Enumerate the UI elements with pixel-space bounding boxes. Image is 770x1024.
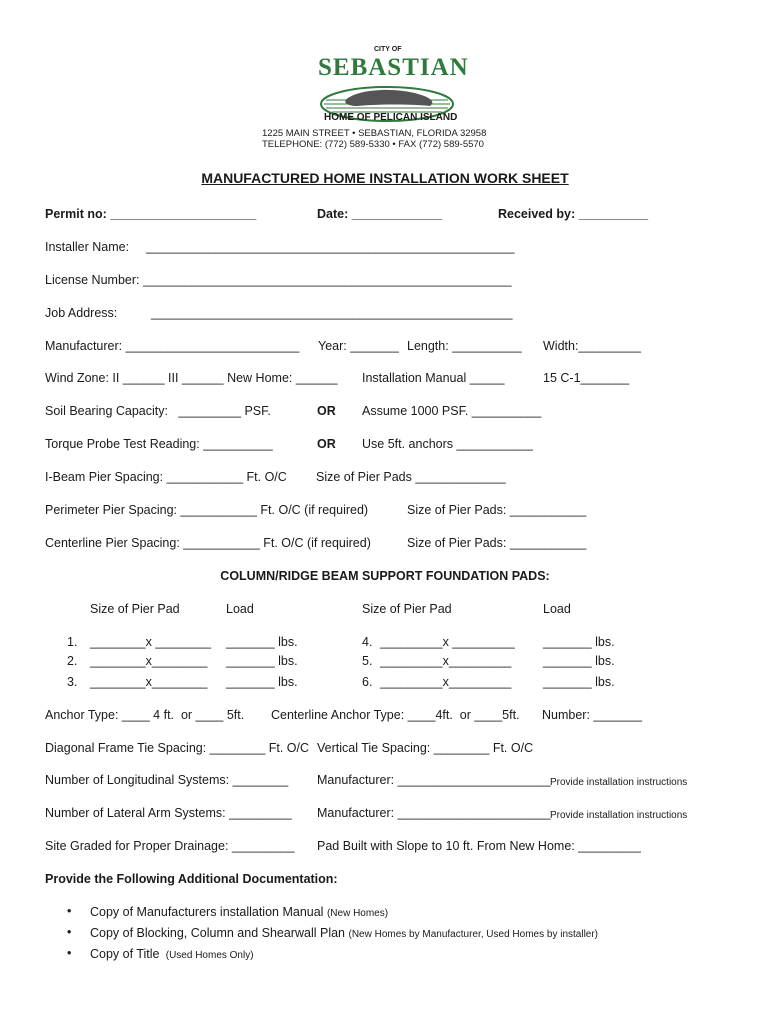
site-graded-field[interactable]: Site Graded for Proper Drainage: _________ <box>45 839 295 853</box>
page-title: MANUFACTURED HOME INSTALLATION WORK SHEET <box>201 170 569 186</box>
pad-slope-field[interactable]: Pad Built with Slope to 10 ft. From New Home: _________ <box>317 839 641 853</box>
doc-item <box>90 926 598 942</box>
bullet-icon: • <box>67 925 72 939</box>
ibeam-spacing-field[interactable]: I-Beam Pier Spacing: ___________ Ft. O/C <box>45 470 287 484</box>
five-ft-anchors-field[interactable]: Use 5ft. anchors ___________ <box>362 437 533 451</box>
doc-item-text: Copy of Blocking, Column and Shearwall Plan <box>90 926 345 940</box>
pad-size-field[interactable]: ________x ________ <box>90 635 211 649</box>
pad-row-number: 1. <box>67 635 78 649</box>
logo-city-text: CITY OF <box>374 46 402 53</box>
job-address-field[interactable]: ____________________________________________________ <box>151 306 513 320</box>
pad-load-field[interactable]: _______ lbs. <box>543 675 615 689</box>
pad-row-number: 4. <box>362 635 373 649</box>
year-field[interactable]: Year: _______ <box>318 339 399 353</box>
pad-row-number: 2. <box>67 654 78 668</box>
license-number-field[interactable]: License Number: _____________________________________________________ <box>45 273 512 287</box>
bullet-icon: • <box>67 904 72 918</box>
doc-item-text: Copy of Manufacturers installation Manual <box>90 905 324 919</box>
logo-address: 1225 MAIN STREET • SEBASTIAN, FLORIDA 32958 <box>262 128 487 139</box>
received-by-field[interactable]: Received by: __________ <box>498 207 649 221</box>
installer-name-field[interactable]: _____________________________________________________ <box>146 240 515 254</box>
centerline-spacing-field[interactable]: Centerline Pier Spacing: ___________ Ft. O/C (if required) <box>45 536 371 550</box>
date-field[interactable]: Date: _____________ <box>317 207 443 221</box>
doc-item-text: Copy of Title <box>90 947 160 961</box>
or-label: OR <box>317 404 336 418</box>
doc-item <box>90 947 254 963</box>
anchor-type-field[interactable]: Anchor Type: ____ 4 ft. or ____ 5ft. <box>45 708 245 722</box>
bullet-icon: • <box>67 946 72 960</box>
logo-city-name: SEBASTIAN <box>318 54 469 81</box>
doc-item-note: (Used Homes Only) <box>162 950 254 961</box>
column-header-load: Load <box>226 602 254 616</box>
perimeter-spacing-field[interactable]: Perimeter Pier Spacing: ___________ Ft. O/C (if required) <box>45 503 369 517</box>
length-field[interactable]: Length: __________ <box>407 339 522 353</box>
manufacturer-field[interactable]: Manufacturer: _________________________ <box>45 339 300 353</box>
pad-load-field[interactable]: _______ lbs. <box>226 675 298 689</box>
column-header-size: Size of Pier Pad <box>362 602 452 616</box>
pad-load-field[interactable]: _______ lbs. <box>543 654 615 668</box>
perimeter-pad-size-field[interactable]: Size of Pier Pads: ___________ <box>407 503 587 517</box>
doc-item-note: (New Homes) <box>326 908 389 919</box>
instructions-note: Provide installation instructions <box>550 810 688 821</box>
wind-zone-field[interactable]: Wind Zone: II ______ III ______ New Home: ______ <box>45 371 338 385</box>
anchor-number-field[interactable]: Number: _______ <box>542 708 643 722</box>
pad-row-number: 3. <box>67 675 78 689</box>
job-address-label: Job Address: <box>45 306 118 320</box>
vertical-tie-field[interactable]: Vertical Tie Spacing: ________ Ft. O/C <box>317 741 534 755</box>
city-logo <box>262 44 512 152</box>
ibeam-pad-size-field[interactable]: Size of Pier Pads _____________ <box>316 470 506 484</box>
diagonal-tie-field[interactable]: Diagonal Frame Tie Spacing: ________ Ft. O/C <box>45 741 310 755</box>
logo-phone: TELEPHONE: (772) 589-5330 • FAX (772) 589-5570 <box>262 139 484 150</box>
column-section-heading: COLUMN/RIDGE BEAM SUPPORT FOUNDATION PADS: <box>220 569 550 583</box>
pad-load-field[interactable]: _______ lbs. <box>543 635 615 649</box>
assume-psf-field[interactable]: Assume 1000 PSF. __________ <box>362 404 542 418</box>
longitudinal-manufacturer-field[interactable]: Manufacturer: ______________________ <box>317 773 551 787</box>
pad-size-field[interactable]: ________x________ <box>90 654 208 668</box>
soil-bearing-field[interactable]: Soil Bearing Capacity: _________ PSF. <box>45 404 271 418</box>
pad-load-field[interactable]: _______ lbs. <box>226 635 298 649</box>
column-header-size: Size of Pier Pad <box>90 602 180 616</box>
pad-size-field[interactable]: _________x_________ <box>380 654 512 668</box>
installation-manual-field[interactable]: Installation Manual _____ <box>362 371 505 385</box>
pad-row-number: 6. <box>362 675 373 689</box>
pad-row-number: 5. <box>362 654 373 668</box>
instructions-note: Provide installation instructions <box>550 777 688 788</box>
pad-size-field[interactable]: ________x________ <box>90 675 208 689</box>
documentation-heading: Provide the Following Additional Documentation: <box>45 872 338 886</box>
logo-address-block <box>262 128 486 150</box>
permit-field[interactable]: Permit no: _____________________ <box>45 207 257 221</box>
doc-item-note: (New Homes by Manufacturer, Used Homes by installer) <box>348 929 599 940</box>
centerline-anchor-field[interactable]: Centerline Anchor Type: ____4ft. or ____5ft. <box>271 708 520 722</box>
centerline-pad-size-field[interactable]: Size of Pier Pads: ___________ <box>407 536 587 550</box>
lateral-manufacturer-field[interactable]: Manufacturer: ______________________ <box>317 806 551 820</box>
width-field[interactable]: Width:_________ <box>543 339 641 353</box>
pad-size-field[interactable]: _________x _________ <box>380 635 515 649</box>
installer-name-label: Installer Name: <box>45 240 130 254</box>
or-label: OR <box>317 437 336 451</box>
lateral-systems-field[interactable]: Number of Lateral Arm Systems: _________ <box>45 806 292 820</box>
pad-size-field[interactable]: _________x_________ <box>380 675 512 689</box>
column-header-load: Load <box>543 602 571 616</box>
longitudinal-systems-field[interactable]: Number of Longitudinal Systems: ________ <box>45 773 289 787</box>
c1-field[interactable]: 15 C-1_______ <box>543 371 630 385</box>
doc-item <box>90 905 388 921</box>
pad-load-field[interactable]: _______ lbs. <box>226 654 298 668</box>
logo-tagline: HOME OF PELICAN ISLAND <box>324 112 458 123</box>
torque-probe-field[interactable]: Torque Probe Test Reading: __________ <box>45 437 273 451</box>
